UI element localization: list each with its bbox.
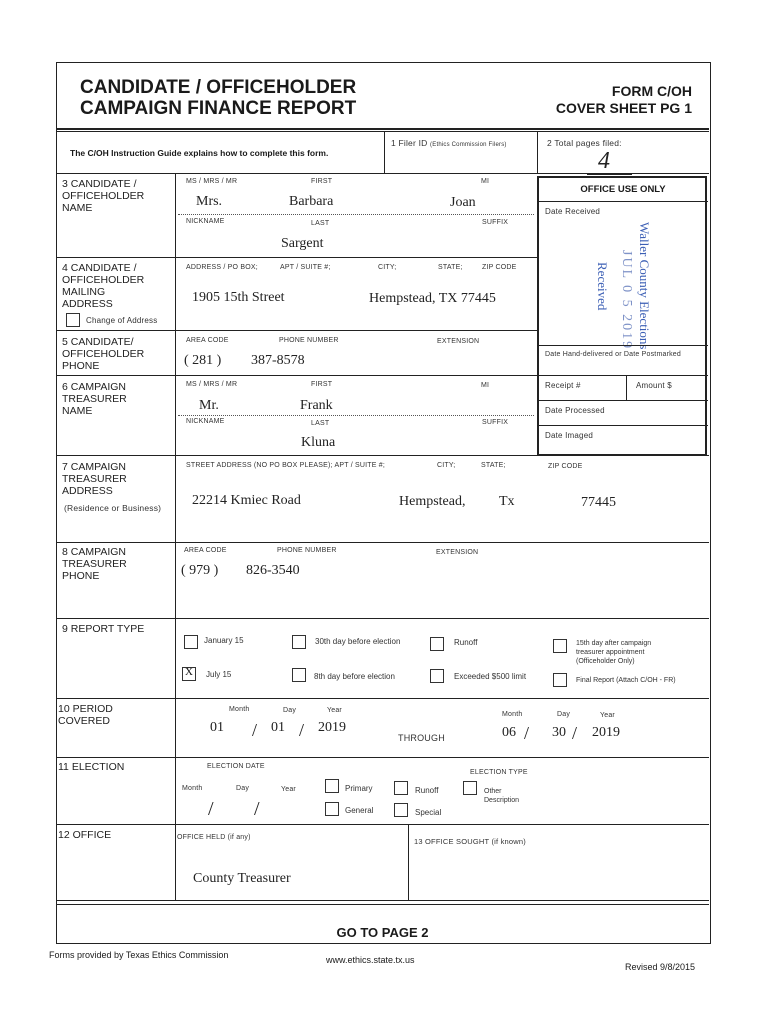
- january-15-checkbox[interactable]: [184, 635, 198, 649]
- office-use-title: OFFICE USE ONLY: [580, 184, 666, 195]
- office-held-value: County Treasurer: [193, 871, 291, 886]
- to-slash-1: /: [524, 723, 530, 743]
- runoff-report-checkbox[interactable]: [430, 637, 444, 651]
- to-month-label: Month: [502, 711, 523, 718]
- primary-checkbox[interactable]: [325, 779, 339, 793]
- through-label: THROUGH: [398, 733, 445, 743]
- treas-nickname-label: NICKNAME: [186, 418, 225, 425]
- treas-last: Kluna: [301, 435, 336, 450]
- to-day-label: Day: [557, 711, 571, 718]
- cand-ms-label: MS / MRS / MR: [186, 178, 238, 185]
- treas-ms-label: MS / MRS / MR: [186, 381, 238, 388]
- received-stamp: [594, 222, 672, 351]
- 30th-day-checkbox[interactable]: [292, 635, 306, 649]
- election-slash-2: /: [254, 798, 260, 820]
- treas-zip-label: ZIP CODE: [548, 463, 583, 470]
- cand-first: Barbara: [289, 194, 334, 209]
- 30th-day-label: 30th day before election: [315, 637, 401, 646]
- 15th-day-checkbox[interactable]: [553, 639, 567, 653]
- 15th-day-label: 15th day after campaign treasurer appointment (Officeholder Only): [576, 640, 652, 665]
- form-code-line-2: COVER SHEET PG 1: [555, 100, 692, 116]
- go-to-page-2: GO TO PAGE 2: [336, 925, 429, 940]
- election-date-label: ELECTION DATE: [207, 763, 265, 770]
- stamp-county: Waller County Elections: [637, 222, 652, 350]
- cand-nickname-label: NICKNAME: [186, 218, 225, 225]
- cand-prefix: Mrs.: [196, 194, 223, 209]
- instruction-text: The C/OH Instruction Guide explains how to complete this form.: [70, 148, 329, 158]
- to-month: 06: [502, 725, 516, 740]
- special-label: Special: [415, 808, 442, 817]
- treas-city-label: CITY;: [437, 462, 456, 469]
- cand-last: Sargent: [281, 236, 324, 251]
- office-held-label: OFFICE HELD (if any): [177, 834, 251, 841]
- july-15-label: July 15: [206, 670, 232, 679]
- exceeded-limit-checkbox[interactable]: [430, 669, 444, 683]
- from-slash-1: /: [252, 720, 258, 740]
- election-type-label: ELECTION TYPE: [470, 769, 528, 776]
- hand-delivered-label: Date Hand-delivered or Date Postmarked: [545, 351, 681, 358]
- section-candidate-name: 3 CANDIDATE / OFFICEHOLDER NAME: [62, 178, 145, 214]
- treas-street: 22214 Kmiec Road: [192, 493, 301, 508]
- cand-zip-label: ZIP CODE: [482, 264, 517, 271]
- primary-label: Primary: [345, 784, 373, 793]
- title-line-1: CANDIDATE / OFFICEHOLDER: [80, 77, 357, 98]
- general-checkbox[interactable]: [325, 802, 339, 816]
- from-month-label: Month: [229, 706, 250, 713]
- filer-id-label: 1 Filer ID (Ethics Commission Filers): [391, 138, 507, 148]
- other-election-checkbox[interactable]: [463, 781, 477, 795]
- treas-last-label: LAST: [311, 420, 330, 427]
- amount-label: Amount $: [636, 381, 672, 390]
- treas-residence-label: (Residence or Business): [64, 503, 162, 513]
- receipt-label: Receipt #: [545, 381, 581, 390]
- election-slash-1: /: [208, 798, 214, 820]
- treas-phone-label: PHONE NUMBER: [277, 547, 337, 554]
- cand-phone: 387-8578: [251, 353, 305, 368]
- runoff-report-label: Runoff: [454, 638, 478, 647]
- treas-area-label: AREA CODE: [184, 547, 227, 554]
- footer-website[interactable]: www.ethics.state.tx.us: [326, 955, 415, 965]
- to-day: 30: [552, 725, 566, 740]
- form-code: [556, 83, 692, 117]
- july-15-mark: X: [185, 666, 193, 678]
- form-code-line-1: FORM C/OH: [611, 83, 692, 99]
- treas-prefix: Mr.: [199, 398, 219, 413]
- total-pages-label: 2 Total pages filed:: [547, 138, 622, 148]
- from-day: 01: [271, 720, 285, 735]
- treas-street-label: STREET ADDRESS (NO PO BOX PLEASE); APT / SUITE #;: [186, 462, 385, 469]
- cand-ext-label: EXTENSION: [437, 338, 480, 345]
- election-day-label: Day: [236, 785, 250, 792]
- election-runoff-label: Runoff: [415, 786, 439, 795]
- cand-city-state-zip: Hempstead, TX 77445: [369, 291, 496, 306]
- office-sought-label: 13 OFFICE SOUGHT (if known): [414, 837, 526, 846]
- cand-address-label: ADDRESS / PO BOX;: [186, 264, 258, 271]
- from-month: 01: [210, 720, 224, 735]
- stamp-date: JUL 0 5 2019: [619, 250, 634, 351]
- change-of-address-label: Change of Address: [86, 316, 158, 325]
- election-year-label: Year: [281, 786, 296, 793]
- from-year: 2019: [318, 720, 346, 735]
- cand-apt-label: APT / SUITE #;: [280, 264, 331, 271]
- stamp-received: Received: [595, 262, 610, 311]
- section-report-type: 9 REPORT TYPE: [62, 623, 145, 635]
- cand-area-label: AREA CODE: [186, 337, 229, 344]
- section-treasurer-phone: 8 CAMPAIGN TREASURER PHONE: [62, 546, 127, 582]
- january-15-label: January 15: [204, 636, 244, 645]
- cand-area: ( 281 ): [184, 353, 222, 368]
- section-office: 12 OFFICE: [58, 829, 112, 841]
- section-period-covered: 10 PERIOD COVERED: [58, 703, 113, 727]
- cand-mi-label: MI: [481, 178, 490, 185]
- treas-state: Tx: [499, 494, 515, 509]
- treas-zip: 77445: [581, 495, 616, 510]
- cand-street: 1905 15th Street: [192, 290, 285, 305]
- section-candidate-phone: 5 CANDIDATE/ OFFICEHOLDER PHONE: [62, 336, 145, 372]
- cand-last-label: LAST: [311, 220, 330, 227]
- election-month-label: Month: [182, 785, 203, 792]
- footer-provided: Forms provided by Texas Ethics Commission: [49, 950, 229, 960]
- cand-city-label: CITY;: [378, 264, 397, 271]
- section-election: 11 ELECTION: [58, 761, 125, 773]
- treas-mi-label: MI: [481, 382, 490, 389]
- special-checkbox[interactable]: [394, 803, 408, 817]
- section-treasurer-address: 7 CAMPAIGN TREASURER ADDRESS: [62, 461, 127, 497]
- to-year-label: Year: [600, 712, 615, 719]
- from-year-label: Year: [327, 707, 342, 714]
- treas-ext-label: EXTENSION: [436, 549, 479, 556]
- general-label: General: [345, 806, 374, 815]
- total-pages-value: 4: [598, 148, 610, 174]
- treas-first-label: FIRST: [311, 381, 333, 388]
- cand-suffix-label: SUFFIX: [482, 219, 509, 226]
- to-slash-2: /: [572, 723, 578, 743]
- to-year: 2019: [592, 725, 620, 740]
- treas-area: ( 979 ): [181, 563, 219, 578]
- from-day-label: Day: [283, 707, 297, 714]
- treas-suffix-label: SUFFIX: [482, 419, 509, 426]
- date-processed-label: Date Processed: [545, 406, 605, 415]
- form-title: [80, 77, 356, 119]
- exceeded-limit-label: Exceeded $500 limit: [454, 672, 527, 681]
- final-report-label: Final Report (Attach C/OH - FR): [576, 677, 676, 684]
- change-of-address-checkbox[interactable]: [66, 313, 80, 327]
- other-election-label: Other Description: [484, 788, 520, 804]
- footer-revised: Revised 9/8/2015: [625, 962, 696, 972]
- cand-mi: Joan: [450, 195, 476, 210]
- treas-phone: 826-3540: [246, 563, 300, 578]
- section-candidate-address: 4 CANDIDATE / OFFICEHOLDER MAILING ADDRESS: [62, 262, 145, 310]
- section-treasurer-name: 6 CAMPAIGN TREASURER NAME: [62, 381, 127, 417]
- final-report-checkbox[interactable]: [553, 673, 567, 687]
- 8th-day-label: 8th day before election: [314, 672, 395, 681]
- cand-phone-label: PHONE NUMBER: [279, 337, 339, 344]
- election-runoff-checkbox[interactable]: [394, 781, 408, 795]
- from-slash-2: /: [299, 720, 305, 740]
- date-received-label: Date Received: [545, 207, 601, 216]
- treas-state-label: STATE;: [481, 462, 506, 469]
- treas-city: Hempstead,: [399, 494, 466, 509]
- treas-first: Frank: [300, 398, 333, 413]
- cand-first-label: FIRST: [311, 178, 333, 185]
- date-imaged-label: Date Imaged: [545, 431, 594, 440]
- 8th-day-checkbox[interactable]: [292, 668, 306, 682]
- cand-state-label: STATE;: [438, 264, 463, 271]
- title-line-2: CAMPAIGN FINANCE REPORT: [80, 98, 357, 119]
